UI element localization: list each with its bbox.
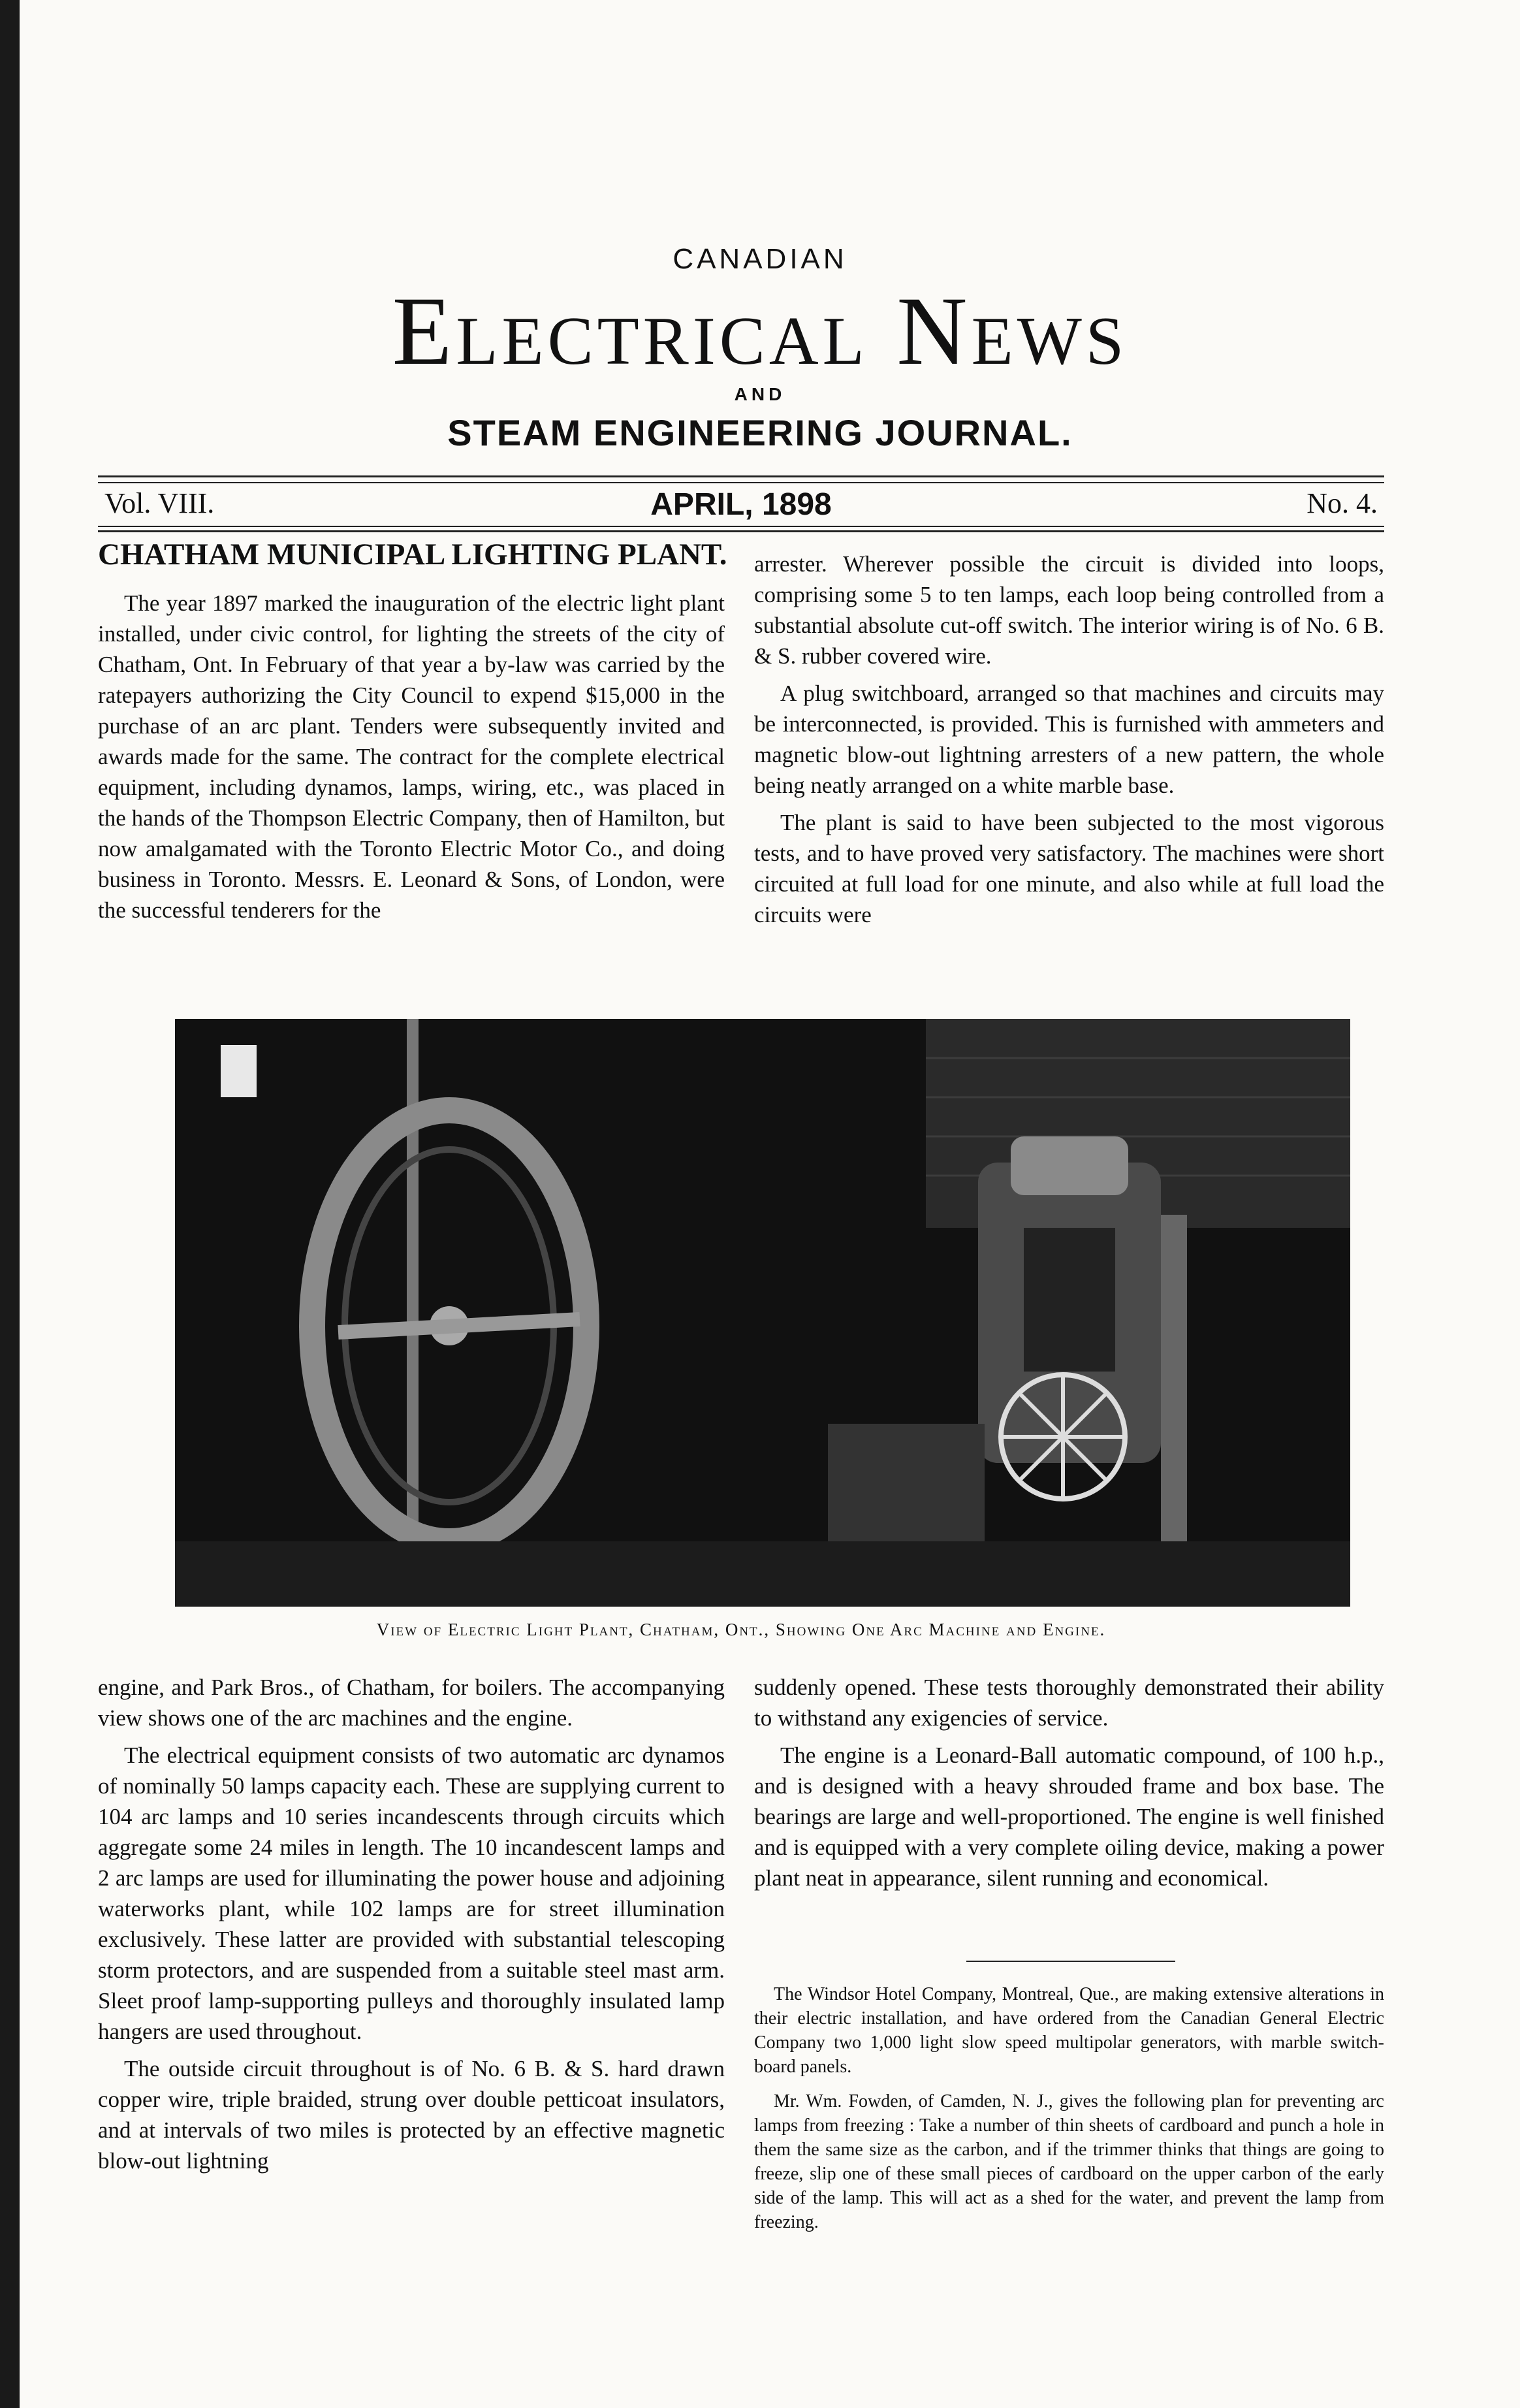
masthead-and: AND [734,384,786,404]
volume-number: Vol. VIII. [104,487,215,519]
news-notes [754,1982,1384,2245]
column-1-bottom [98,1672,725,2183]
masthead-title: Electrical News [392,277,1128,385]
dateline [98,487,1384,526]
paragraph: engine, and Park Bros., of Chatham, for boilers. The accompanying view shows one of the arc machines and the engine. [98,1675,725,1731]
section-divider [966,1961,1175,1962]
paragraph: The year 1897 marked the inauguration of the electric light plant installed, under civic control, for lighting the streets of the city of Chatham, Ont. In February of that year a by-law was carried by the ratepayers authorizing the City Council to expend $15,000 in the purchase of an arc plant. Tenders were subsequently invited and awards made for the same. The contract for the complete electrical equipment, including dynamos, lamps, wiring, etc., was placed in the hands of the Thompson Electric Company, then of Hamilton, but now amalgamated with the Toronto Electric Motor Co., and doing business in Toronto. Messrs. E. Leonard & Sons, of London, were the successful tenderers for the [98,590,725,923]
column-2-top [754,549,1384,937]
news-note: The Windsor Hotel Company, Montreal, Que., are making extensive alterations in their electric installation, and have ordered from the Canadian General Electric Company two 1,000 light slow speed multipolar generators, with marble switch-board panels. [754,1984,1384,2077]
paragraph: The engine is a Leonard-Ball automatic compound, of 100 h.p., and is designed with a heavy shrouded frame and box base. The bearings are large and well-proportioned. The engine is well finished and is equipped with a very complete oiling device, making a power plant neat in appearance, silent running and economical. [754,1742,1384,1891]
photo-caption: View of Electric Light Plant, Chatham, Ont., Showing One Arc Machine and Engine. [376,1620,1106,1639]
news-note: Mr. Wm. Fowden, of Camden, N. J., gives the following plan for preventing arc lamps from freezing : Take a number of thin sheets of cardboard and punch a hole in them the same size as the carbon, and if the trimmer thinks that things are going to freeze, slip one of these small pieces of cardboard on the upper carbon of the early side of the lamp. This will act as a shed for the water, and prevent the lamp from freezing. [754,2091,1384,2232]
issue-number: No. 4. [1306,487,1378,519]
paragraph: suddenly opened. These tests thoroughly demonstrated their ability to withstand any exigencies of service. [754,1675,1384,1731]
paragraph: The plant is said to have been subjected to the most vigorous tests, and to have proved very satisfactory. The machines were short circuited at full load for one minute, and also while at full load the circuits were [754,810,1384,927]
dateline-rule-lower [98,530,1384,532]
top-rule-inner [98,482,1384,483]
paragraph: The outside circuit throughout is of No. 6 B. & S. hard drawn copper wire, triple braided, strung over double petticoat insulators, and at intervals of two miles is protected by an effective magnetic blow-out lightning [98,2056,725,2174]
paragraph: The electrical equipment consists of two automatic arc dynamos of nominally 50 lamps capacity each. These are supplying current to 104 arc lamps and 10 series incandescents through circuits which aggregate some 24 miles in length. The 10 incandescent lamps and 2 arc lamps are used for illuminating the power house and adjoining waterworks plant, while 102 lamps are for street illumination exclusively. These latter are provided with substantial telescoping storm protectors, and are suspended from a suitable steel mast arm. Sleet proof lamp-supporting pulleys and thoroughly insulated lamp hangers are used throughout. [98,1742,725,2044]
column-1-top [98,588,725,932]
issue-date: APRIL, 1898 [650,487,832,522]
paragraph: A plug switchboard, arranged so that machines and circuits may be interconnected, is provided. This is furnished with ammeters and magnetic blow-out lightning arresters of a new pattern, the whole being neatly arranged on a white marble base. [754,681,1384,798]
dateline-rule [98,526,1384,527]
masthead-subtitle: STEAM ENGINEERING JOURNAL. [447,412,1073,453]
photo-illustration [175,1019,1350,1607]
paragraph: arrester. Wherever possible the circuit is divided into loops, comprising some 5 to ten lamps, each loop being controlled from a substantial absolute cut-off switch. The interior wiring is of No. 6 B. & S. rubber covered wire. [754,551,1384,669]
plant-photograph [175,1019,1350,1607]
top-rule [98,475,1384,477]
column-2-bottom [754,1672,1384,1900]
article-headline: CHATHAM MUNICIPAL LIGHTING PLANT. [98,538,727,571]
masthead-canadian: CANADIAN [673,243,847,275]
